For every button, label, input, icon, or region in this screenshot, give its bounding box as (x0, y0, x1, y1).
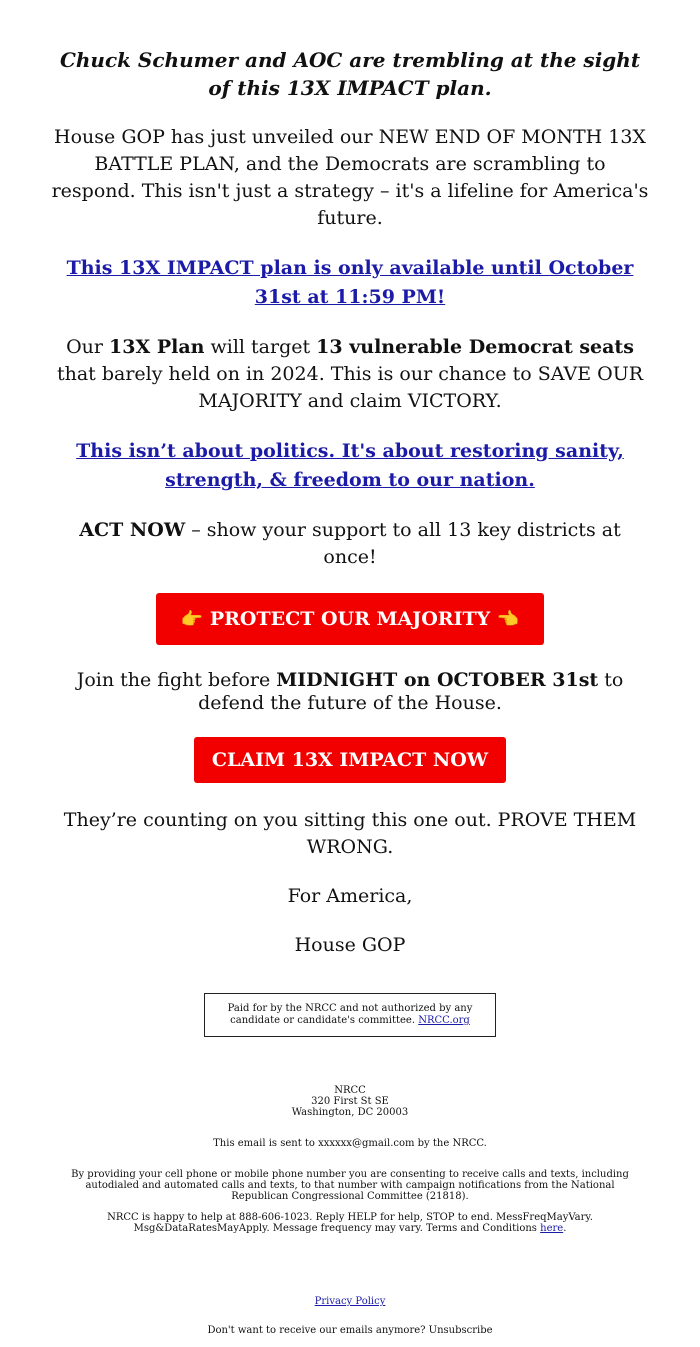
act-now: ACT NOW (79, 519, 186, 541)
terms-link[interactable]: here (540, 1223, 564, 1234)
join-deadline: MIDNIGHT on OCTOBER 31st (276, 669, 599, 691)
help-text: NRCC is happy to help at 888-606-1023. Reply HELP for help, STOP to end. MessFreqMayVary. Msg&DataRatesMayApply. Message frequency may vary. Terms and Conditions (107, 1212, 593, 1234)
sanity-paragraph (50, 437, 650, 495)
protect-majority-label: PROTECT OUR MAJORITY (209, 608, 491, 630)
unsubscribe-text[interactable]: Don't want to receive our emails anymore? Unsubscribe (207, 1325, 493, 1336)
privacy-paragraph (50, 1296, 650, 1307)
protect-majority-button[interactable] (156, 593, 544, 645)
pointing-left-icon: 👈 (496, 609, 520, 630)
join-prefix: Join the fight before (76, 669, 277, 691)
deadline-link[interactable]: This 13X IMPACT plan is only available until October 31st at 11:59 PM! (66, 257, 634, 308)
address-street: 320 First St SE (311, 1096, 389, 1107)
act-rest: – show your support to all 13 key districts at once! (185, 519, 621, 568)
sms-consent: By providing your cell phone or mobile phone number you are consenting to receive calls and texts, including autodialed and automated calls and texts, to that number with campaign notifications from the National Republican Congressional Committee (21818). (71, 1169, 629, 1202)
address-org: NRCC (334, 1085, 366, 1096)
privacy-policy-link[interactable]: Privacy Policy (314, 1296, 386, 1307)
headline: Chuck Schumer and AOC are trembling at the sight of this 13X IMPACT plan. (59, 48, 641, 100)
join-paragraph (50, 669, 650, 715)
address-city: Washington, DC 20003 (291, 1107, 409, 1118)
plan-paragraph (50, 334, 650, 415)
pointing-right-icon: 👉 (180, 609, 204, 630)
paid-for-disclaimer (204, 993, 496, 1037)
plan-mid: will target (204, 336, 317, 358)
nrcc-link[interactable]: NRCC.org (418, 1015, 470, 1026)
counting-paragraph: They’re counting on you sitting this one out. PROVE THEM WRONG. (63, 809, 637, 858)
intro-paragraph: House GOP has just unveiled our NEW END OF MONTH 13X BATTLE PLAN, and the Democrats are scrambling to respond. This isn't just a strategy – it's a lifeline for America's future. (51, 126, 649, 229)
help-notice (50, 1212, 650, 1234)
email-body (50, 0, 650, 1336)
plan-name: 13X Plan (109, 336, 205, 358)
address-block (50, 1085, 650, 1118)
sanity-link[interactable]: This isn’t about politics. It's about restoring sanity, strength, & freedom to our nation. (76, 440, 624, 491)
plan-suffix: that barely held on in 2024. This is our chance to SAVE OUR MAJORITY and claim VICTORY. (56, 363, 644, 412)
primary-cta-wrap (50, 593, 650, 645)
signature: House GOP (294, 934, 406, 956)
plan-seats: 13 vulnerable Democrat seats (316, 336, 634, 358)
closing: For America, (287, 885, 413, 907)
secondary-cta-wrap (50, 737, 650, 783)
plan-prefix: Our (66, 336, 110, 358)
disclaimer-text: Paid for by the NRCC and not authorized by any candidate or candidate's committee. (227, 1003, 473, 1026)
deadline-paragraph (50, 254, 650, 312)
help-end: . (563, 1223, 567, 1234)
sent-to-notice: This email is sent to xxxxxx@gmail.com by the NRCC. (213, 1138, 487, 1149)
claim-impact-button[interactable]: CLAIM 13X IMPACT NOW (194, 737, 506, 783)
join-suffix: to defend the future of the House. (198, 669, 624, 714)
act-paragraph (50, 517, 650, 571)
